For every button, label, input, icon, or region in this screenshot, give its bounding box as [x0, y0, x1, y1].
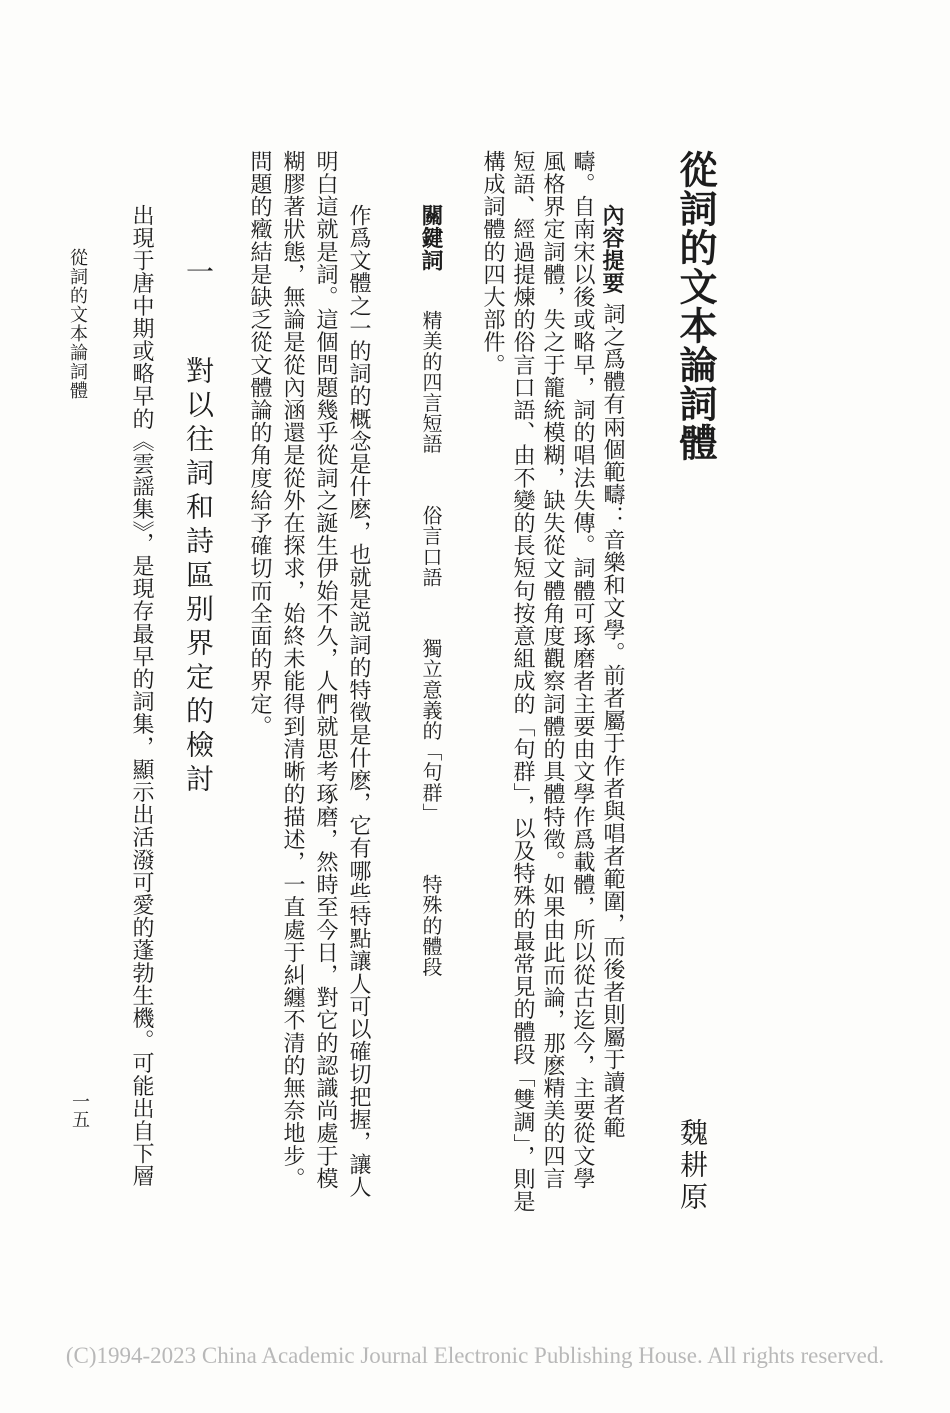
abstract-line: 構成詞體的四大部件。	[480, 150, 505, 376]
body-line: 作爲文體之一的詞的概念是什麽，也就是説詞的特徵是什麽，它有哪些特點讓人可以確切把握，讓人	[346, 204, 371, 1199]
keyword: 獨立意義的「句群」	[419, 638, 443, 824]
abstract-line: 風格界定詞體，失之于籠統模糊，缺失從文體角度觀察詞體的具體特徵。如果由此而論，那麽精美的四言	[540, 150, 565, 1190]
abstract-line	[597, 204, 628, 1139]
keyword: 俗言口語	[419, 505, 443, 588]
keyword: 特殊的體段	[419, 874, 443, 978]
section-number: 一	[182, 257, 215, 291]
abstract-text: 詞之爲體有兩個範疇：音樂和文學。前者屬于作者與唱者範圍，而後者則屬于讀者範	[600, 302, 625, 1139]
section-heading	[178, 257, 218, 798]
body-line: 明白這就是詞。這個問題幾乎從詞之誕生伊始不久，人們就思考琢磨，然時至今日，對它的認識尚處于模	[313, 150, 338, 1190]
section-body-line: 出現于唐中期或略早的《雲謡集》，是現存最早的詞集，顯示出活潑可愛的蓬勃生機。可能出自下層	[129, 204, 154, 1188]
running-header: 從詞的文本論詞體	[67, 248, 88, 400]
section-title: 對以往詞和詩區别界定的檢討	[182, 356, 215, 798]
abstract-line: 疇。自南宋以後或略早，詞的唱法失傳。詞體可琢磨者主要由文學作爲載體，所以從古迄今，主要從文學	[570, 150, 595, 1190]
article-title: 從詞的文本論詞體	[673, 150, 718, 462]
keyword: 精美的四言短語	[419, 310, 443, 455]
author-name: 魏耕原	[676, 1118, 709, 1214]
abstract-line: 短語、經過提煉的俗言口語、由不變的長短句按意組成的「句群」，以及特殊的最常見的體段「雙調」，則是	[510, 150, 535, 1213]
keywords-label: 關鍵詞	[418, 204, 444, 272]
page-number: 一五	[69, 1092, 90, 1128]
abstract-label: 內容提要	[599, 204, 625, 295]
keywords-column	[416, 204, 447, 1003]
body-line: 糊膠著狀態，無論是從內涵還是從外在探求，始終未能得到清晰的描述，一直處于糾纏不清的無奈地步。	[280, 150, 305, 1190]
copyright-footer: (C)1994-2023 China Academic Journal Electronic Publishing House. All rights reserved.	[65, 1343, 885, 1368]
body-line: 問題的癥結是缺乏從文體論的角度給予確切而全面的界定。	[247, 150, 272, 738]
